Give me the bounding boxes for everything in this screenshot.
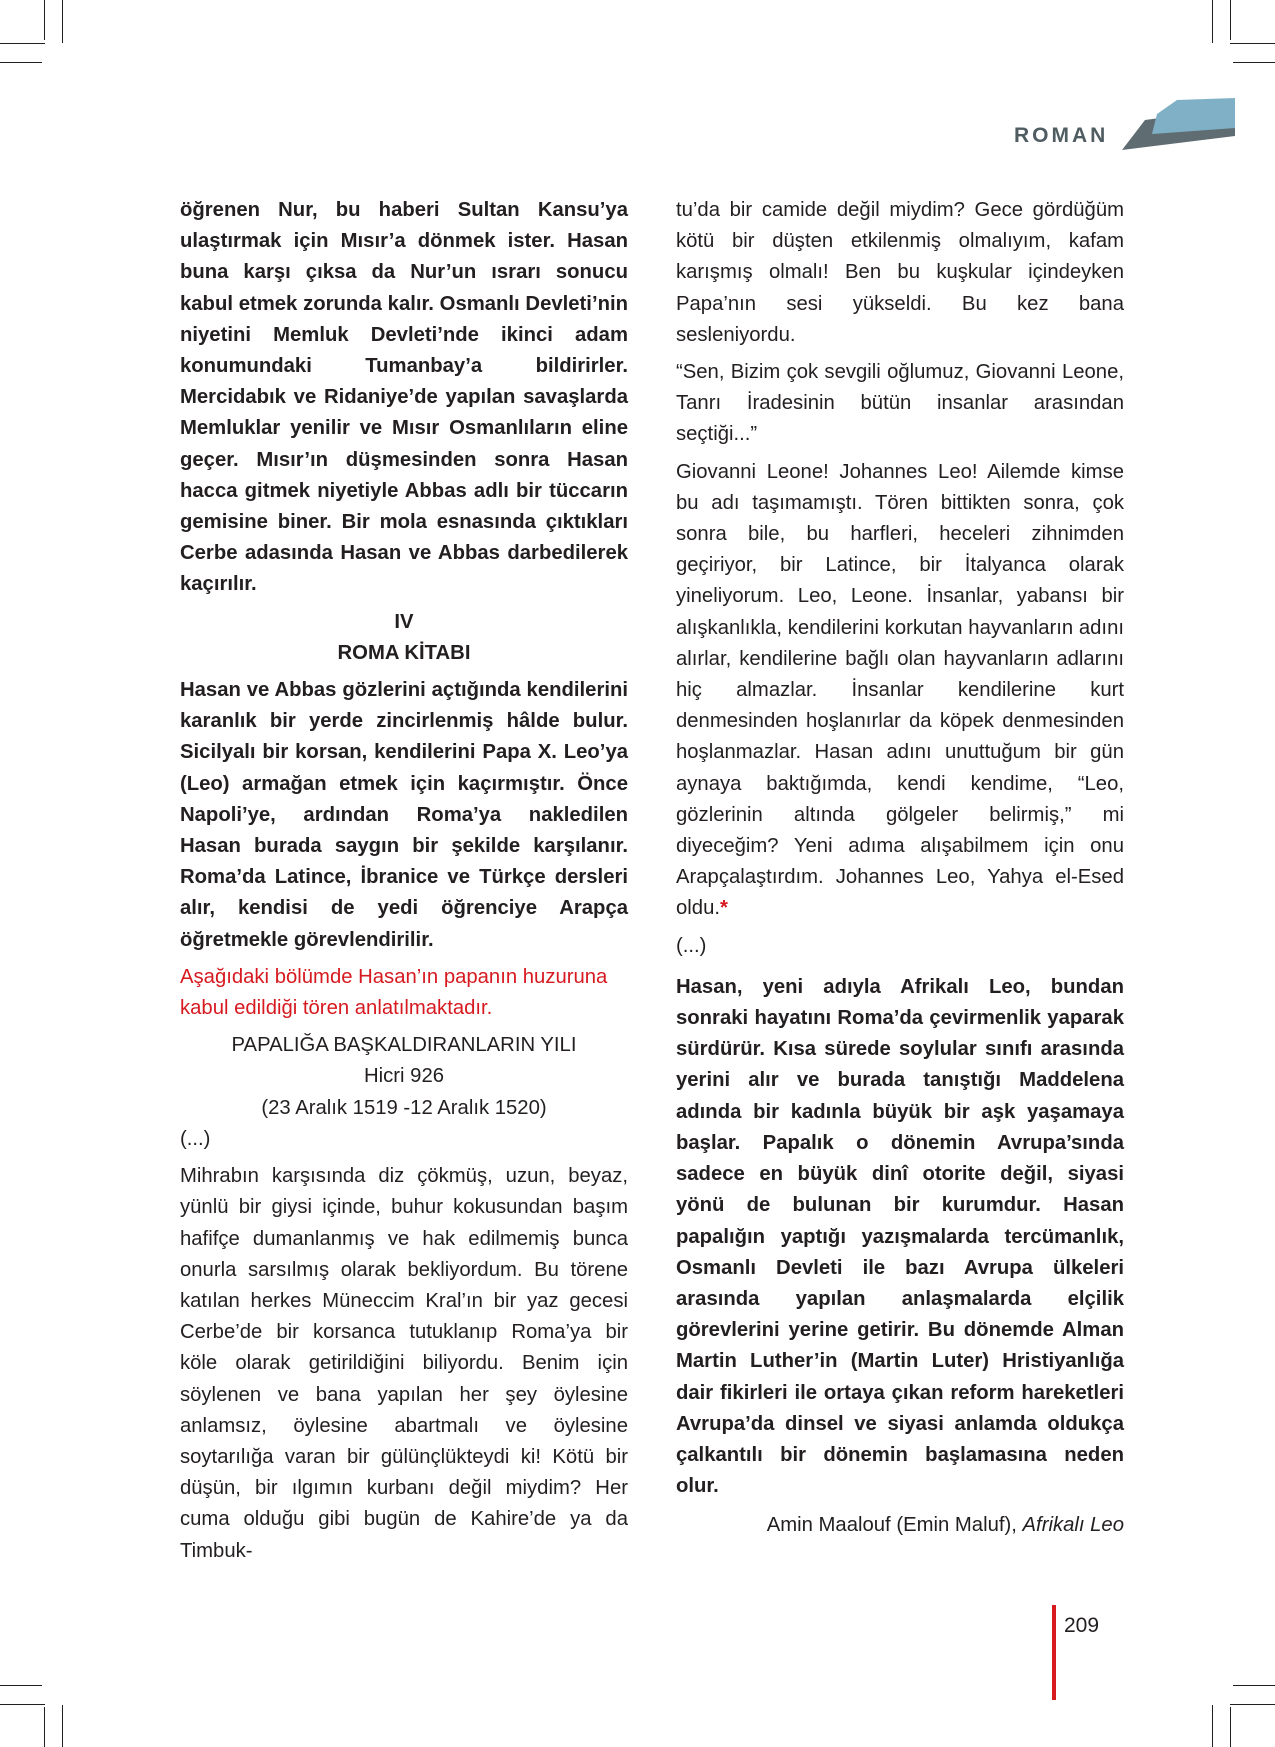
page-number: 209 (1064, 1614, 1100, 1637)
section-label: ROMAN (1014, 124, 1109, 147)
chapter-title: PAPALIĞA BAŞKALDIRANLARIN YILI (231, 1034, 577, 1057)
crop-mark (44, 1707, 45, 1747)
crop-mark (1230, 1704, 1275, 1705)
source-author: Amin Maalouf (Emin Maluf), (766, 1514, 1023, 1537)
page-number-bar (1052, 1605, 1056, 1700)
right-column (676, 195, 1124, 1542)
footnote-marker: * (719, 897, 728, 920)
editorial-note: Aşağıdaki bölümde Hasan’ın papanın huzuruna kabul edildiği tören anlatılmaktadır. (180, 965, 608, 1020)
source-title: Afrikalı Leo (1022, 1514, 1124, 1537)
crop-mark (62, 0, 63, 43)
crop-mark (1230, 43, 1275, 44)
ellipsis: (...) (676, 934, 707, 957)
chapter-dates: (23 Aralık 1519 -12 Aralık 1520) (261, 1096, 547, 1119)
crop-mark (44, 0, 45, 40)
crop-mark (1230, 0, 1231, 40)
excerpt-paragraph: Mihrabın karşısında diz çökmüş, uzun, beyaz, yünlü bir giysi içinde, buhur kokusundan başım hafifçe dumanlanmış ve hak edilmemiş bunca onurla sarsılmış olarak bekliyordum. Bu törene katılan herkes Müneccim Kral’ın bir yaz gecesi Cerbe’de bir korsanca tutuklanıp Roma’ya bir köle olarak getirildiğini biliyordu. Benim için söylenen ve bana yapılan her şey öylesine anlamsız, öylesine abartmalı ve öylesine soytarılığa varan bir gülünçlükteydi ki! Kötü bir düşün, bir ılgımın kurbanı değil miydim? Her cuma olduğu gibi bugün de Kahire’de ya da Timbuk- (180, 1165, 628, 1562)
chapter-hijri: Hicri 926 (363, 1065, 445, 1088)
source-citation (676, 1510, 1124, 1541)
header-band-graphic (1122, 98, 1235, 150)
crop-mark (0, 1704, 45, 1705)
crop-mark (1233, 62, 1275, 63)
crop-mark (1233, 1685, 1275, 1686)
left-column (180, 195, 628, 1567)
excerpt-text: Giovanni Leone! Johannes Leo! Ailemde kimse bu adı taşımamıştı. Tören bittikten sonra, çok sonra bile, bu harfleri, heceleri zihnimden geçiriyor, bir Latince, bir İtalyanca olarak yineliyorum. Leo, Leone. İnsanlar, yabansı bir alışkanlıkla, kendilerini korkutan hayvanların adını alırlar, kendilerine bağlı olan hayvanların adlarını hiç almazlar. İnsanlar kendilerine kurt denmesinden hoşlanırlar da köpek denmesinden hoşlanmazlar. Hasan adını unuttuğum bir gün aynaya baktığımda, kendi kendime, “Leo, gözlerinin altında gölgeler belirmiş,” mi diyeceğim? Yeni adıma alışabilmem için onu Arapçalaştırdım. Johannes Leo, Yahya el-Esed oldu. (676, 460, 1124, 920)
crop-mark (0, 43, 45, 44)
section-number: IV (394, 610, 414, 633)
ellipsis: (...) (180, 1127, 211, 1150)
crop-mark (0, 1685, 42, 1686)
crop-mark (1212, 0, 1213, 43)
crop-mark (1212, 1705, 1213, 1747)
excerpt-paragraph: tu’da bir camide değil miydim? Gece gördüğüm kötü bir düşten etkilenmiş olmalıyım, kafam karışmış olmalı! Ben bu kuşkular içindeyken Papa’nın sesi yükseldi. Bu kez bana sesleniyordu. (676, 199, 1124, 346)
section-title: ROMA KİTABI (337, 641, 471, 664)
excerpt-paragraph (676, 457, 1124, 925)
crop-mark (0, 62, 42, 63)
summary-paragraph: Hasan ve Abbas gözlerini açtığında kendilerini karanlık bir yerde zincirlenmiş hâlde bulur. Sicilyalı bir korsan, kendilerini Papa X. Leo’ya (Leo) armağan etmek için kaçırmıştır. Önce Napoli’ye, ardından Roma’ya nakledilen Hasan burada saygın bir şekilde karşılanır. Roma’da Latince, İbranice ve Türkçe dersleri alır, kendisi de yedi öğrenciye Arapça öğretmekle görevlendirilir. (180, 679, 628, 951)
crop-mark (62, 1705, 63, 1747)
crop-mark (1230, 1707, 1231, 1747)
summary-paragraph: öğrenen Nur, bu haberi Sultan Kansu’ya ulaştırmak için Mısır’a dönmek ister. Hasan buna karşı çıksa da Nur’un ısrarı sonucu kabul etmek zorunda kalır. Osmanlı Devleti’nin niyetini Memluk Devleti’nde ikinci adam konumundaki Tumanbay’a bildirirler. Mercidabık ve Ridaniye’de yapılan savaşlarda Memluklar yenilir ve Mısır Osmanlıların eline geçer. Mısır’ın düşmesinden sonra Hasan hacca gitmek niyetiyle Abbas adlı bir tüccarın gemisine biner. Bir mola esnasında çıktıkları Cerbe adasında Hasan ve Abbas darbedilerek kaçırılır. (180, 199, 628, 596)
summary-paragraph: Hasan, yeni adıyla Afrikalı Leo, bundan sonraki hayatını Roma’da çevirmenlik yaparak sürdürür. Kısa sürede soylular sınıfı arasında yerini alır ve burada tanıştığı Maddelena adında bir kadınla büyük bir aşk yaşamaya başlar. Papalık o dönemin Avrupa’sında sadece en büyük dinî otorite değil, siyasi yönü de bulunan bir kurumdur. Hasan papalığın yaptığı yazışmalarda tercümanlık, Osmanlı Devleti ile bazı Avrupa ülkeleri arasında yapılan anlaşmalarda elçilik görevlerini yerine getirir. Bu dönemde Alman Martin Luther’in (Martin Luter) Hristiyanlığa dair fikirleri ile ortaya çıkan reform hareketleri Avrupa’da dinsel ve siyasi anlamda oldukça çalkantılı bir dönemin başlamasına neden olur. (676, 975, 1124, 1498)
papal-quote: “Sen, Bizim çok sevgili oğlumuz, Giovanni Leone, Tanrı İradesinin bütün insanlar arasından seçtiği...” (676, 361, 1124, 446)
